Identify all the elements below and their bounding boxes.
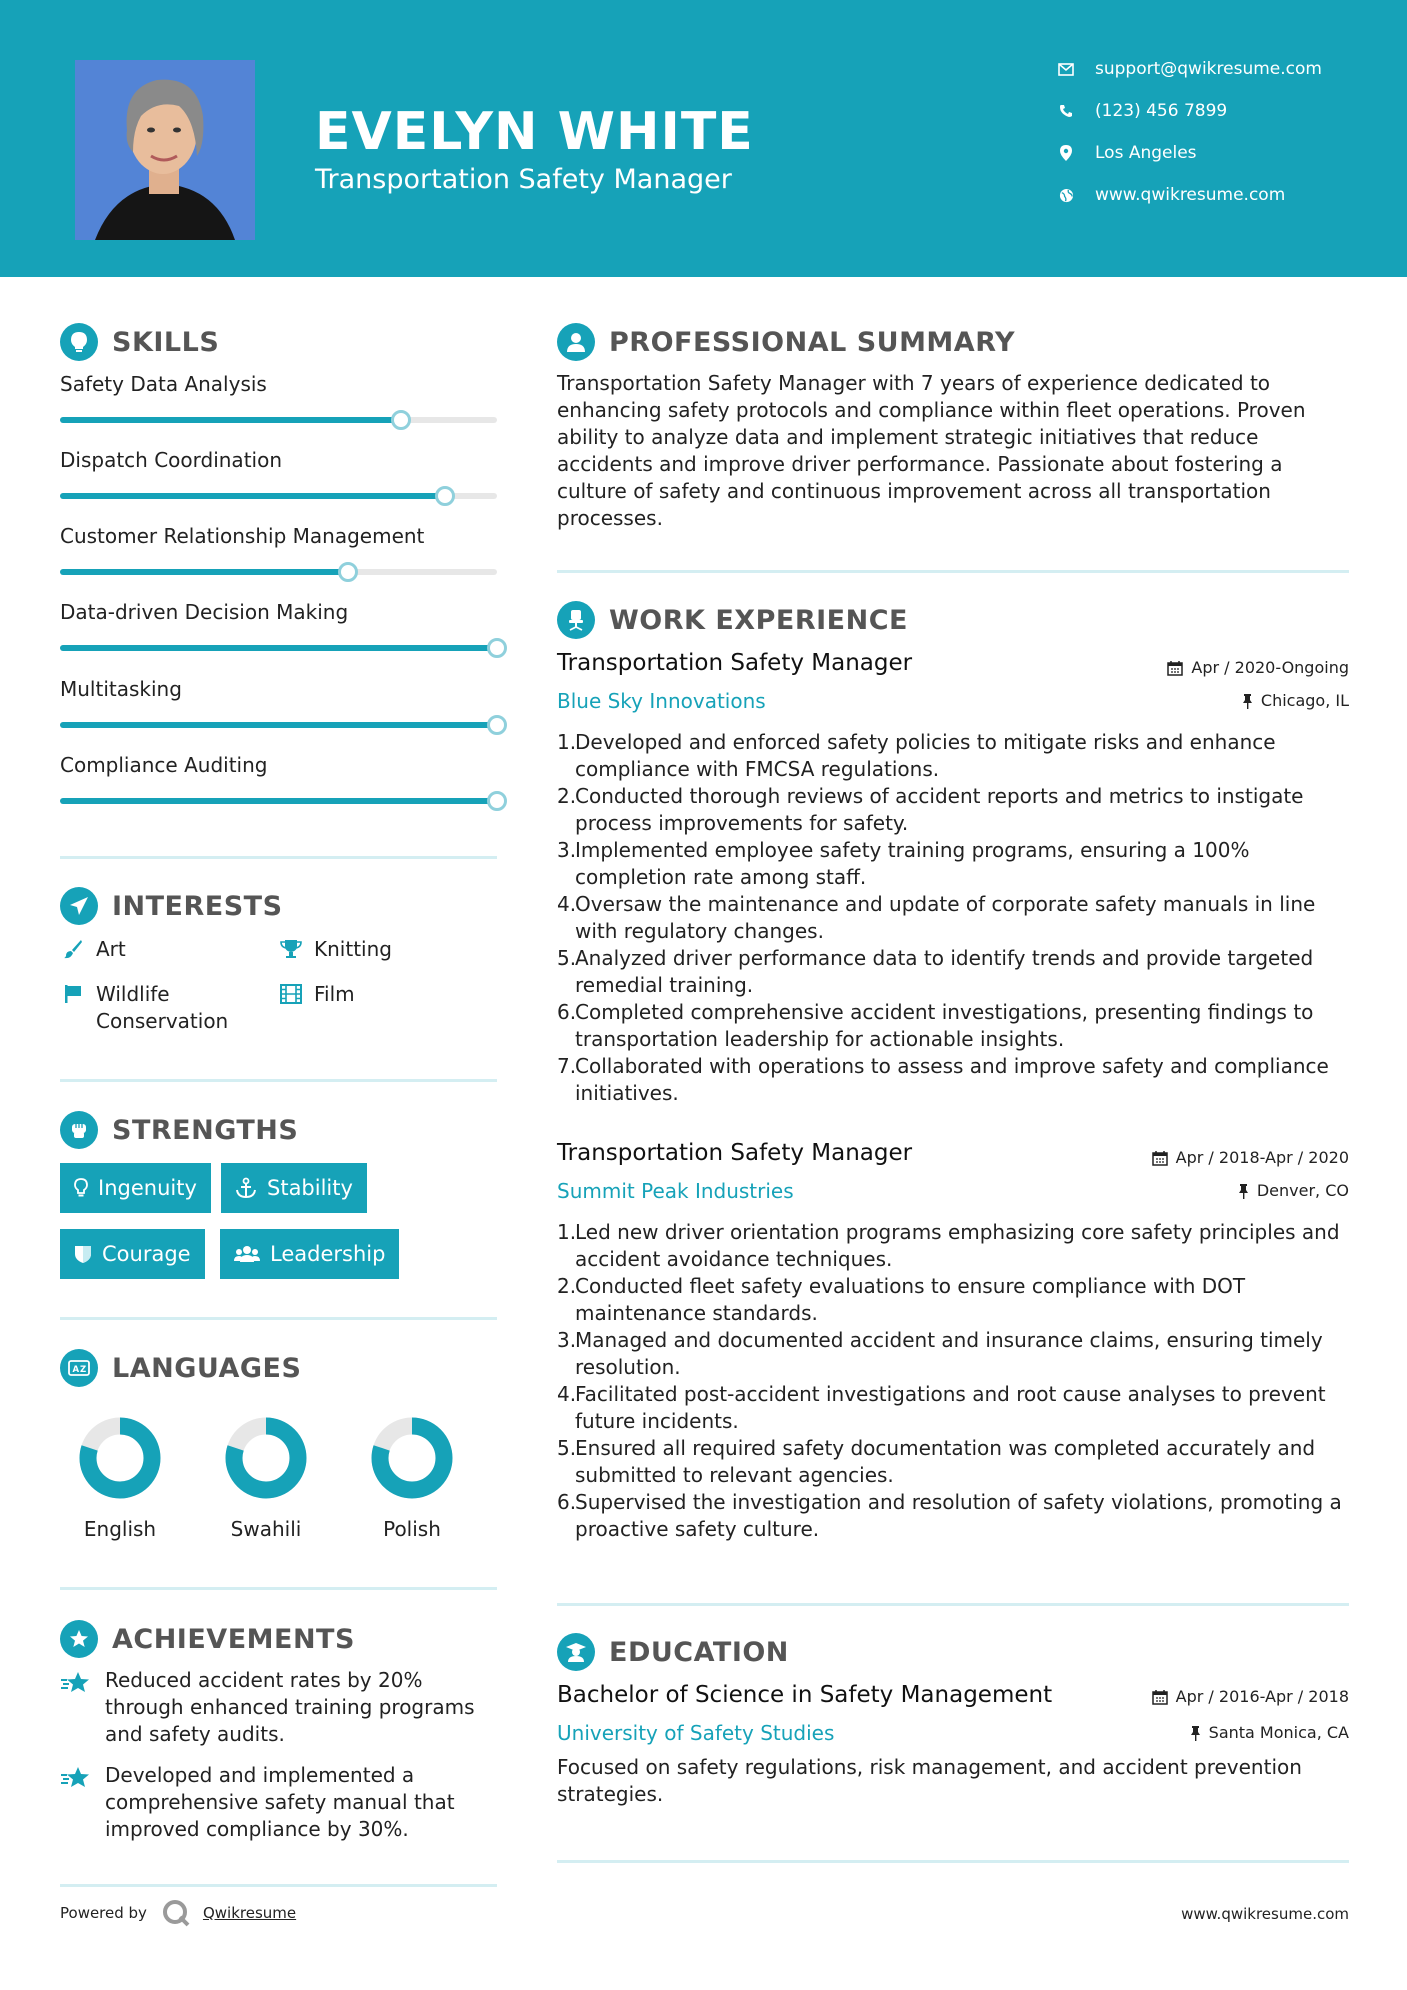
job-bullet-number: 4. [557,892,577,916]
user-icon [557,323,595,361]
job-bullet-text: Oversaw the maintenance and update of corporate safety manuals in line with regulatory changes. [575,892,1316,943]
section-divider [60,1587,497,1590]
job-bullet [557,1381,1357,1435]
interests-heading [60,887,283,925]
flag-icon [60,981,86,1004]
skill-bar-knob [487,715,507,735]
language-icon [60,1349,98,1387]
pushpin-icon [1190,1725,1201,1741]
achievement-item [60,1762,500,1843]
language-name: English [83,1517,157,1541]
strengths-heading [60,1111,298,1149]
job-bullet-number: 6. [557,1490,577,1514]
language-item [60,1413,180,1541]
contact-website-text: www.qwikresume.com [1095,185,1286,205]
skill-bar [60,645,497,651]
skill-bar [60,798,497,804]
interest-label: Knitting [314,937,392,961]
language-item [206,1413,326,1541]
strength-label: Stability [267,1176,353,1200]
job-bullets [557,1219,1357,1543]
job-bullet [557,1435,1357,1489]
star-icon [60,1667,92,1748]
job-bullet [557,891,1357,945]
powered-by-text: Powered by [60,1904,147,1922]
skill-bar [60,417,497,423]
contact-location-text: Los Angeles [1095,143,1197,163]
star-icon [60,1762,92,1843]
job-bullet-number: 6. [557,1000,577,1024]
language-donut [367,1413,457,1503]
paper-plane-icon [60,887,98,925]
office-chair-icon [557,601,595,639]
languages-heading [60,1349,301,1387]
job-bullet-text: Developed and enforced safety policies to mitigate risks and enhance compliance with FMCSA regulations. [575,730,1276,781]
education-location-text: Santa Monica, CA [1208,1723,1349,1742]
calendar-icon [1152,1150,1168,1166]
section-divider [60,1079,497,1082]
interest-item [278,981,355,1008]
summary-text: Transportation Safety Manager with 7 years of experience dedicated to enhancing safety protocols and compliance within fleet operations. Proven ability to analyze data and implement strategic initiatives that reduce accidents and improve driver performance. Passionate about fostering a culture of safety and continuous improvement across all transportation processes. [557,371,1306,530]
job-dates [1152,1148,1349,1167]
job-bullet-number: 5. [557,1436,577,1460]
skill-bar-fill [60,569,348,575]
language-name: Polish [383,1517,441,1541]
degree-title: Bachelor of Science in Safety Management [557,1682,1053,1708]
contact-email-text: support@qwikresume.com [1095,59,1322,79]
users-icon [234,1244,260,1264]
skill-bar-fill [60,722,497,728]
section-divider [60,1884,497,1887]
job-bullet-text: Conducted fleet safety evaluations to ensure compliance with DOT maintenance standards. [575,1274,1246,1325]
skill-bar [60,569,497,575]
education-dates-text: Apr / 2016-Apr / 2018 [1175,1687,1349,1706]
job-location [1242,691,1349,710]
education-dates [1152,1687,1349,1706]
interest-label: Film [314,982,355,1006]
job-bullet-number: 3. [557,838,577,862]
skill-name: Customer Relationship Management [60,524,425,548]
job-bullet-number: 7. [557,1054,577,1078]
languages-title: LANGUAGES [112,1352,302,1384]
job-bullet-text: Implemented employee safety training programs, ensuring a 100% completion rate among staff. [575,838,1250,889]
contact-website[interactable] [1055,181,1285,209]
strengths-title: STRENGTHS [112,1114,299,1146]
job-bullet-number: 3. [557,1328,577,1352]
job-bullet [557,837,1357,891]
map-pin-icon [1055,142,1077,164]
strength-tag [60,1163,211,1213]
job-title: Transportation Safety Manager [557,1140,913,1166]
skill-name: Data-driven Decision Making [60,600,349,624]
job-bullet-number: 2. [557,784,577,808]
skill-name: Multitasking [60,677,182,701]
job-bullet-text: Analyzed driver performance data to identify trends and provide targeted remedial training. [575,946,1314,997]
job-bullet-number: 5. [557,946,577,970]
footer-website[interactable]: www.qwikresume.com [1181,1905,1349,1923]
job-bullet [557,1489,1357,1543]
school-name: University of Safety Studies [557,1721,835,1745]
section-divider [557,1603,1349,1606]
qwikresume-link[interactable]: Qwikresume [202,1904,297,1922]
job-bullet-number: 2. [557,1274,577,1298]
job-bullet-text: Conducted thorough reviews of accident reports and metrics to instigate process improvements for safety. [575,784,1304,835]
graduate-icon [557,1633,595,1671]
job-dates-text: Apr / 2020-Ongoing [1191,658,1349,677]
svg-text:Z: Z [80,1365,87,1375]
job-bullet [557,999,1357,1053]
job-bullet [557,783,1357,837]
profile-photo [75,60,255,240]
language-item [352,1413,472,1541]
job-bullet [557,729,1357,783]
svg-text:A: A [72,1365,80,1375]
job-bullet [557,1219,1357,1273]
job-bullet [557,1053,1357,1107]
contact-location [1055,139,1197,167]
skill-bar-knob [487,791,507,811]
skills-title: SKILLS [112,326,220,358]
language-donut [221,1413,311,1503]
company-name: Blue Sky Innovations [557,689,766,713]
skill-bar-fill [60,798,497,804]
job-bullet-text: Managed and documented accident and insurance claims, ensuring timely resolution. [575,1328,1323,1379]
job-bullet-number: 4. [557,1382,577,1406]
contact-phone-text: (123) 456 7899 [1095,101,1228,121]
job-bullet-number: 1. [557,1220,577,1244]
interest-label: Wildlife Conservation [96,982,229,1033]
skill-bar-knob [338,562,358,582]
interest-item [60,981,228,1035]
paintbrush-icon [60,936,86,959]
skill-bar-knob [435,486,455,506]
language-donut [75,1413,165,1503]
lightbulb-icon [74,1178,88,1198]
globe-icon [1055,184,1077,206]
language-name: Swahili [230,1517,302,1541]
envelope-icon [1055,58,1077,80]
lightbulb-icon [60,323,98,361]
education-description: Focused on safety regulations, risk management, and accident prevention strategies. [557,1755,1302,1806]
achievement-text: Developed and implemented a comprehensive safety manual that improved compliance by 30%. [105,1763,455,1841]
education-heading [557,1633,789,1671]
film-icon [278,981,304,1004]
header-banner [0,0,1407,277]
achievements-heading [60,1620,355,1658]
interests-title: INTERESTS [112,890,283,922]
strength-tag [221,1163,367,1213]
powered-by [60,1898,296,1928]
achievement-text: Reduced accident rates by 20% through enhanced training programs and safety audits. [105,1668,475,1746]
summary-title: PROFESSIONAL SUMMARY [609,326,1016,358]
skill-bar-fill [60,493,445,499]
job-bullet [557,1327,1357,1381]
skill-bar-knob [391,410,411,430]
skill-bar [60,493,497,499]
job-dates [1167,658,1349,677]
skill-bar [60,722,497,728]
section-divider [557,1860,1349,1863]
job-bullet-text: Supervised the investigation and resolution of safety violations, promoting a proactive safety culture. [575,1490,1342,1541]
job-title: Transportation Safety Manager [557,650,913,676]
job-location [1238,1181,1349,1200]
experience-title: WORK EXPERIENCE [609,604,908,636]
interest-item [278,936,392,963]
job-bullet-text: Facilitated post-accident investigations and root cause analyses to prevent future incidents. [575,1382,1326,1433]
candidate-title: Transportation Safety Manager [315,164,732,195]
phone-icon [1055,100,1077,122]
skills-heading [60,323,219,361]
skill-bar-fill [60,645,497,651]
calendar-icon [1167,660,1183,676]
anchor-icon [235,1177,257,1199]
pushpin-icon [1242,693,1253,709]
company-name: Summit Peak Industries [557,1179,794,1203]
job-bullet-text: Ensured all required safety documentation was completed accurately and submitted to relevant agencies. [575,1436,1316,1487]
strength-label: Leadership [270,1242,386,1266]
job-bullets [557,729,1357,1107]
job-bullet-number: 1. [557,730,577,754]
job-bullet-text: Collaborated with operations to assess and improve safety and compliance initiatives. [575,1054,1329,1105]
strength-label: Courage [102,1242,191,1266]
trophy-icon [278,936,304,959]
skill-bar-fill [60,417,401,423]
job-dates-text: Apr / 2018-Apr / 2020 [1175,1148,1349,1167]
experience-heading [557,601,908,639]
achievements-title: ACHIEVEMENTS [112,1623,355,1655]
summary-heading [557,323,1015,361]
strength-tag [60,1229,205,1279]
interest-item [60,936,126,963]
job-bullet [557,1273,1357,1327]
section-divider [60,856,497,859]
contact-phone[interactable] [1055,97,1227,125]
strength-label: Ingenuity [98,1176,197,1200]
star-badge-icon [60,1620,98,1658]
shield-icon [74,1244,92,1264]
achievement-item [60,1667,500,1748]
section-divider [557,570,1349,573]
pushpin-icon [1238,1183,1249,1199]
qwikresume-logo-icon [161,1898,191,1928]
job-location-text: Chicago, IL [1260,691,1349,710]
job-bullet [557,945,1357,999]
fist-icon [60,1111,98,1149]
job-bullet-text: Led new driver orientation programs emphasizing core safety principles and accident avoidance techniques. [575,1220,1340,1271]
skill-name: Compliance Auditing [60,753,268,777]
job-bullet-text: Completed comprehensive accident investigations, presenting findings to transportation leadership for actionable insights. [575,1000,1314,1051]
job-location-text: Denver, CO [1256,1181,1349,1200]
interest-label: Art [96,937,126,961]
strength-tag [220,1229,399,1279]
calendar-icon [1152,1689,1168,1705]
skill-bar-knob [487,638,507,658]
contact-email[interactable] [1055,55,1322,83]
education-location [1190,1723,1349,1742]
skill-name: Dispatch Coordination [60,448,283,472]
section-divider [60,1317,497,1320]
education-title: EDUCATION [609,1636,789,1668]
candidate-name: EVELYN WHITE [315,102,754,162]
skill-name: Safety Data Analysis [60,372,267,396]
